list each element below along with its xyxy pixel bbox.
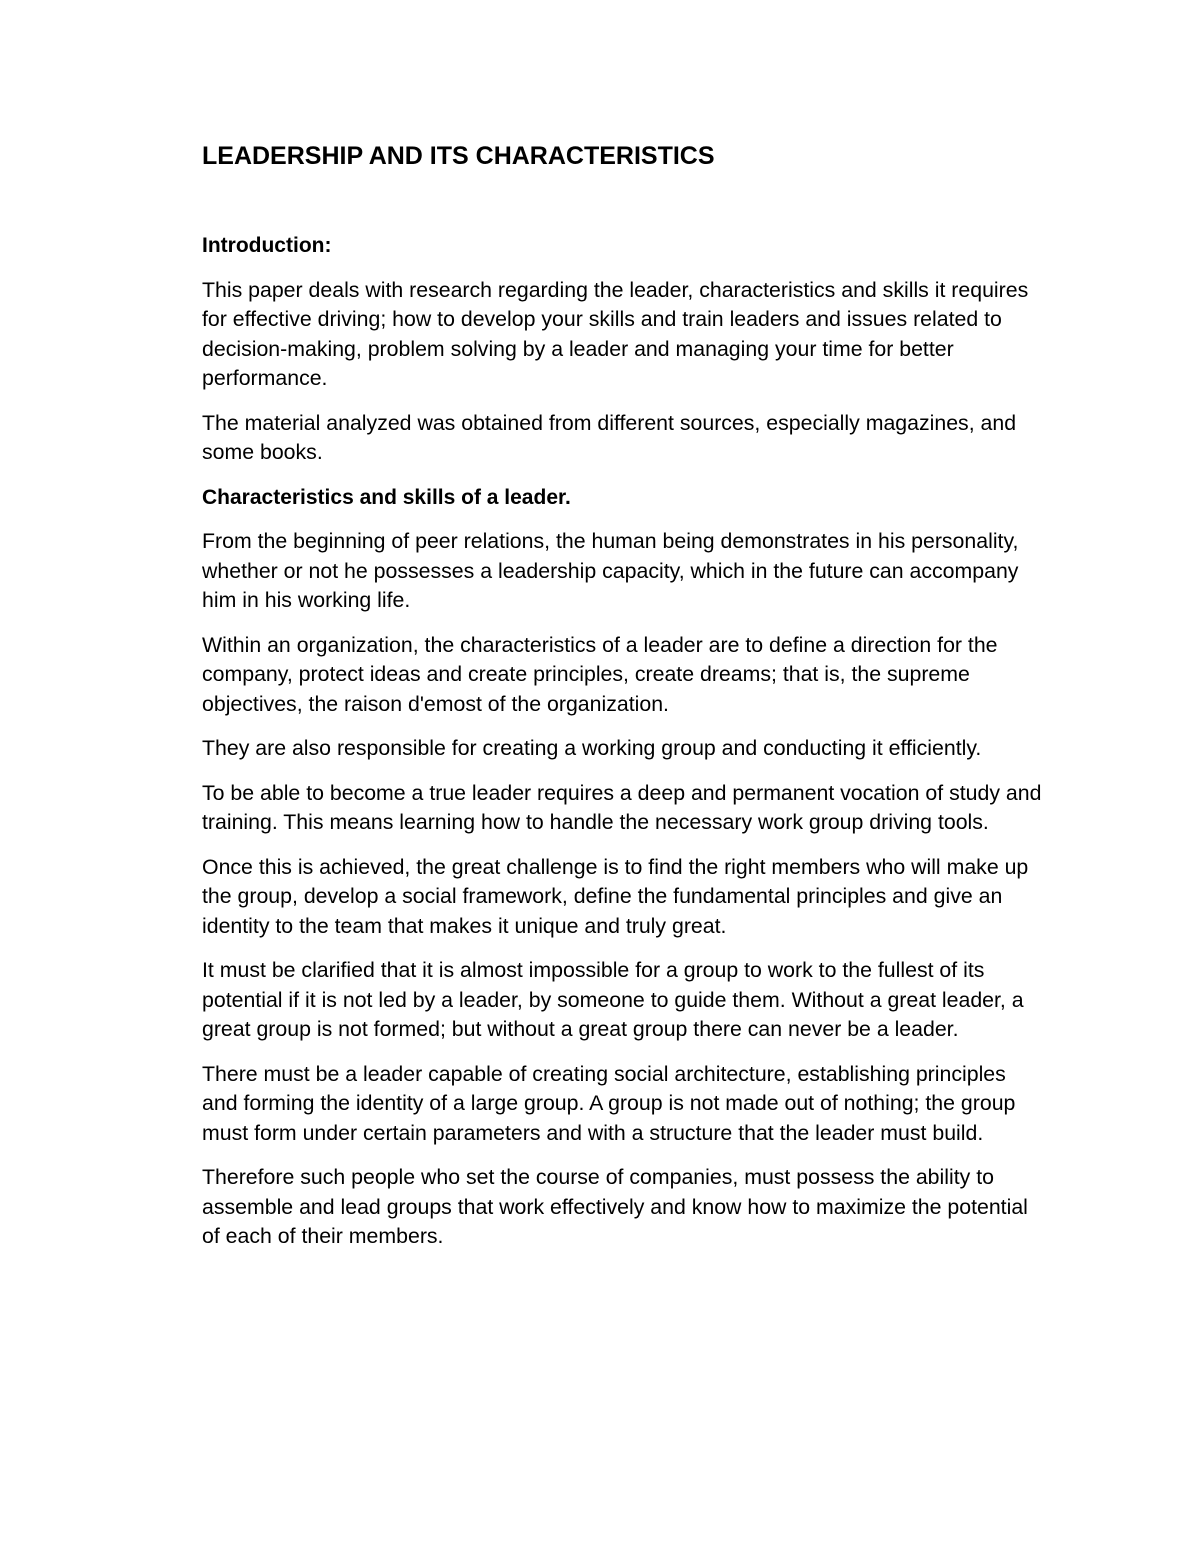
paragraph: There must be a leader capable of creating social architecture, establishing principles and forming the identity of a large group. A group is not made out of nothing; the group must form under certain parameters and with a structure that the leader must build. [202, 1061, 1016, 1145]
document-title: LEADERSHIP AND ITS CHARACTERISTICS [202, 142, 715, 170]
paragraph: Therefore such people who set the course of companies, must possess the ability to assemble and lead groups that work effectively and know how to maximize the potential of each of their members. [202, 1165, 1028, 1248]
paragraph: Once this is achieved, the great challenge is to find the right members who will make up the group, develop a social framework, define the fundamental principles and give an identity to the team that makes it unique and truly great. [202, 854, 1029, 938]
paragraph: It must be clarified that it is almost impossible for a group to work to the fullest of its potential if it is not led by a leader, by someone to guide them. Without a great leader, a great group is not formed; but without a great group there can never be a leader. [202, 958, 1024, 1041]
section-heading-characteristics: Characteristics and skills of a leader. [202, 485, 571, 509]
paragraph: They are also responsible for creating a working group and conducting it efficiently. [202, 736, 982, 760]
paragraph: The material analyzed was obtained from different sources, especially magazines, and some books. [202, 410, 1017, 464]
paragraph: From the beginning of peer relations, the human being demonstrates in his personality, whether or not he possesses a leadership capacity, which in the future can accompany him in his working life. [202, 529, 1019, 612]
section-heading-introduction: Introduction: [202, 234, 332, 257]
document-body [202, 139, 1042, 1267]
paragraph: To be able to become a true leader requires a deep and permanent vocation of study and training. This means learning how to handle the necessary work group driving tools. [202, 780, 1042, 834]
paragraph: Within an organization, the characteristics of a leader are to define a direction for the company, protect ideas and create principles, create dreams; that is, the supreme objectives, the raison d'emost of the organization. [202, 632, 998, 716]
paragraph: This paper deals with research regarding the leader, characteristics and skills it requires for effective driving; how to develop your skills and train leaders and issues related to decision-making, problem solving by a leader and managing your time for better performance. [202, 277, 1029, 390]
